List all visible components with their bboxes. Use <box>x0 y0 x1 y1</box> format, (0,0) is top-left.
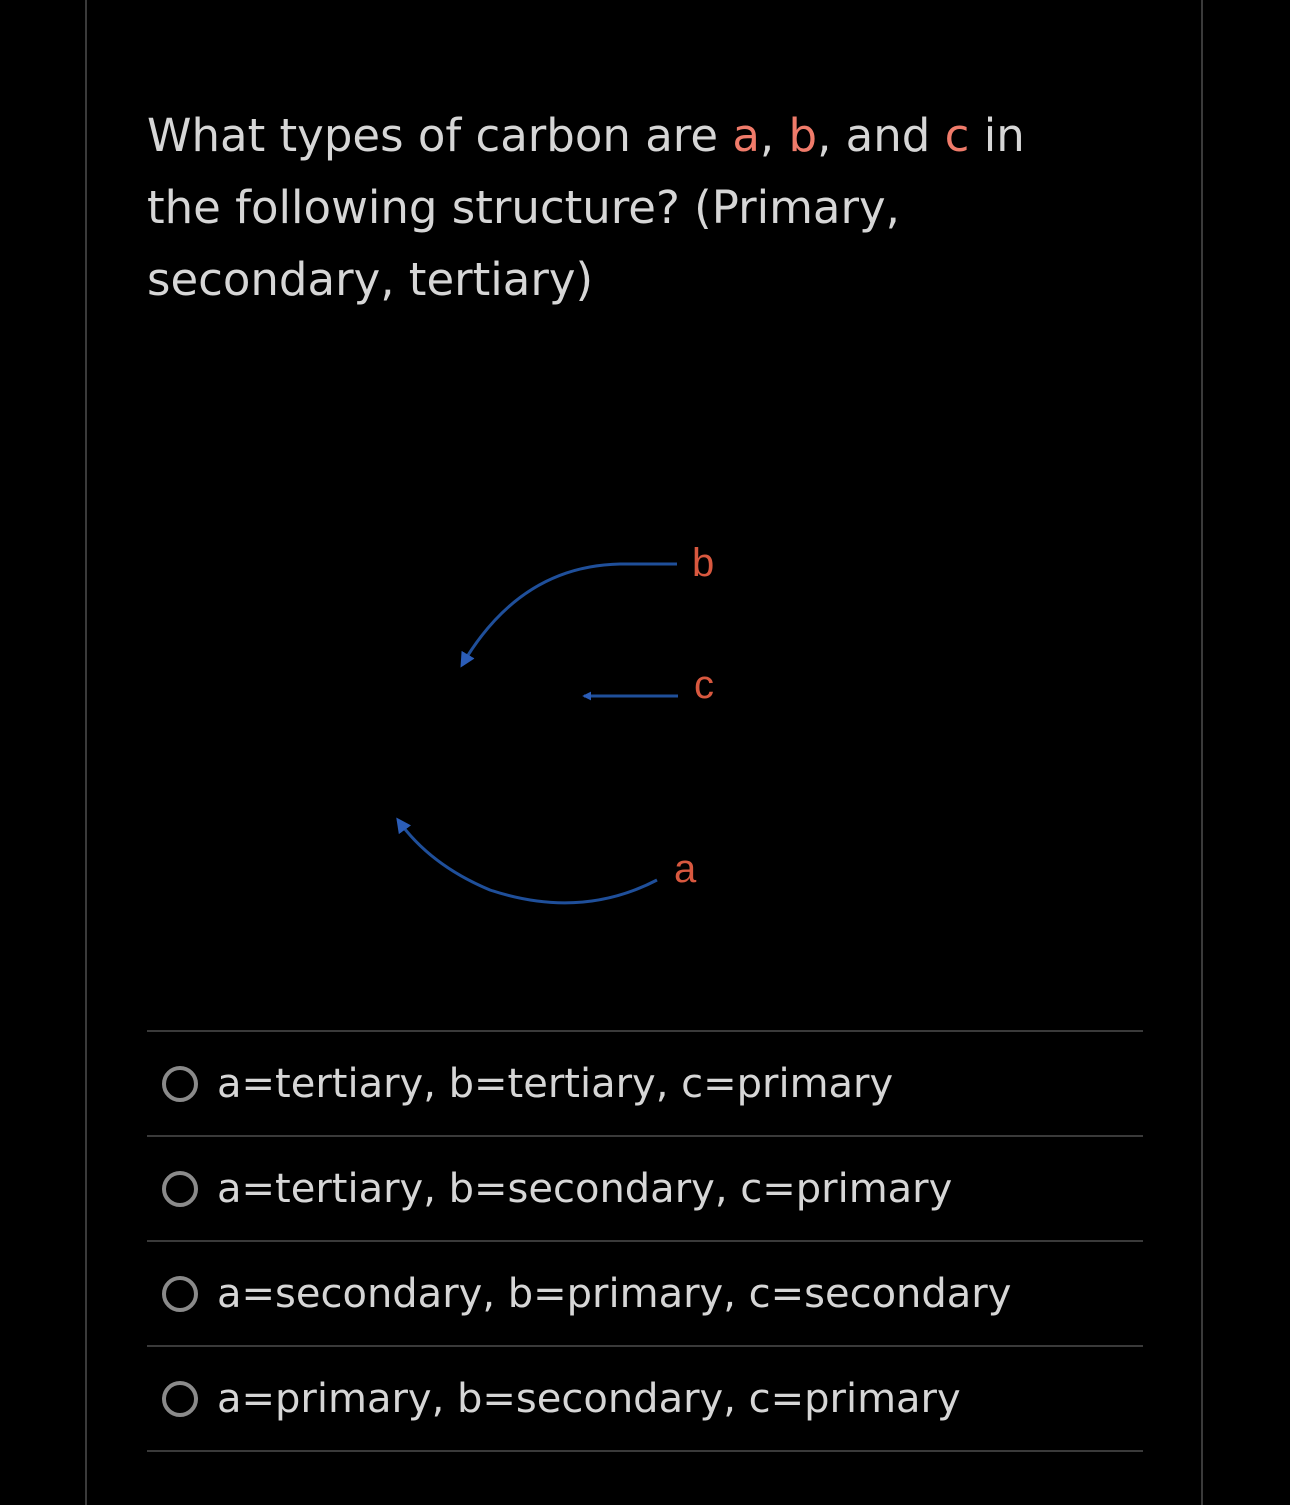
question-separator-2: , and <box>817 109 945 162</box>
answer-options <box>147 1030 1143 1452</box>
label-b: b <box>692 541 715 585</box>
answer-option-3[interactable] <box>147 1242 1143 1347</box>
radio-button-icon[interactable] <box>162 1171 198 1207</box>
radio-button-icon[interactable] <box>162 1276 198 1312</box>
answer-option-label: a=tertiary, b=secondary, c=primary <box>217 1165 953 1212</box>
question-separator-1: , <box>759 109 789 162</box>
answer-option-label: a=tertiary, b=tertiary, c=primary <box>217 1060 894 1107</box>
radio-button-icon[interactable] <box>162 1381 198 1417</box>
radio-button-icon[interactable] <box>162 1066 198 1102</box>
question-text <box>147 100 1107 316</box>
arrow-a <box>398 820 657 903</box>
arrow-b <box>462 564 677 665</box>
answer-option-1[interactable] <box>147 1032 1143 1137</box>
answer-option-4[interactable] <box>147 1347 1143 1452</box>
label-c: c <box>694 663 714 707</box>
answer-option-2[interactable] <box>147 1137 1143 1242</box>
answer-option-label: a=secondary, b=primary, c=secondary <box>217 1270 1012 1317</box>
question-highlight-a: a <box>732 109 760 162</box>
question-part-1: What types of carbon are <box>147 109 733 162</box>
answer-option-label: a=primary, b=secondary, c=primary <box>217 1375 961 1422</box>
structure-diagram <box>380 520 760 940</box>
question-part-2: in the following structure? (Primary, secondary, tertiary) <box>147 109 1025 306</box>
structure-figure <box>380 520 760 940</box>
question-highlight-b: b <box>788 109 818 162</box>
question-highlight-c: c <box>944 109 970 162</box>
label-a: a <box>674 847 697 891</box>
